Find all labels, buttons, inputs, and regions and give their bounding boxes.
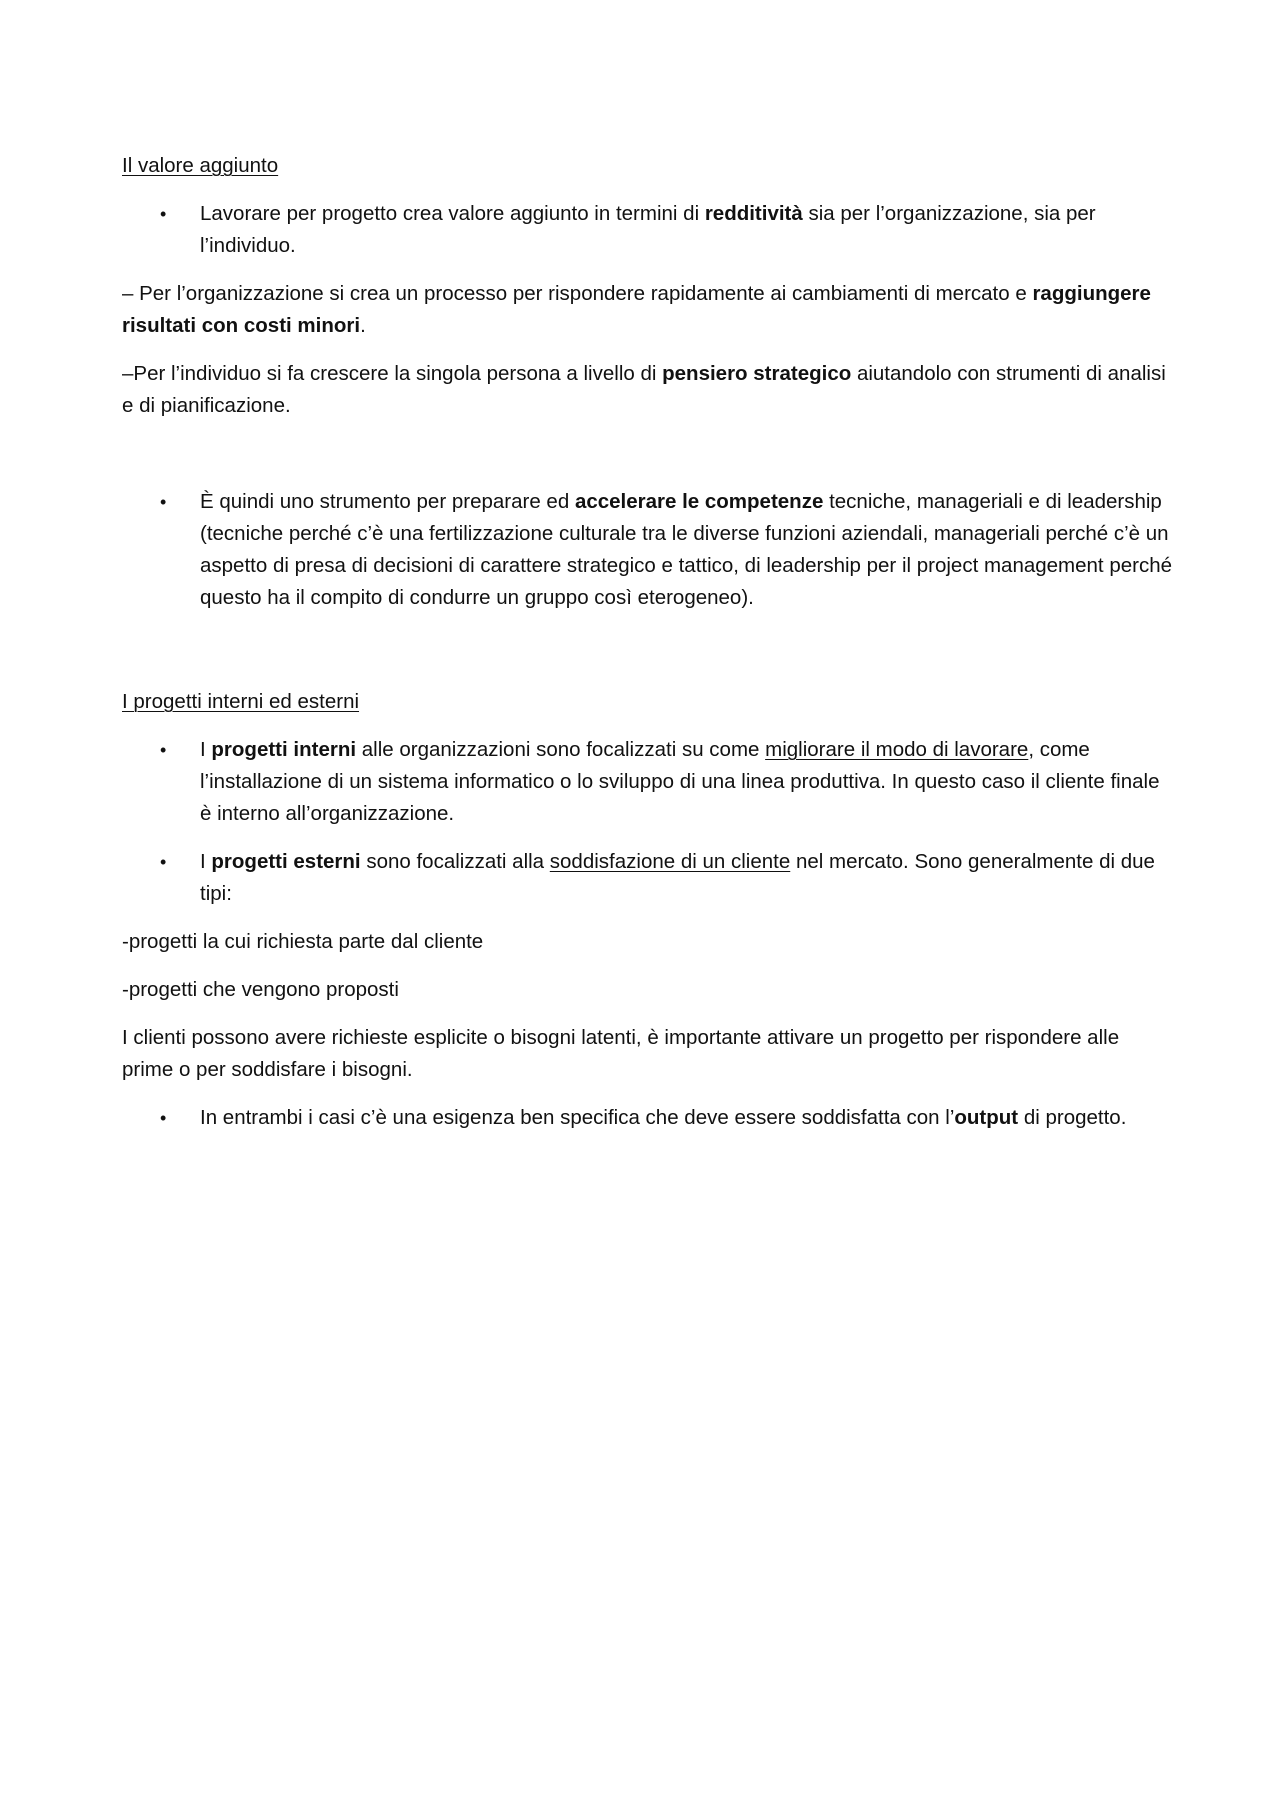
text-run: Lavorare per progetto crea valore aggiunto in termini di <box>200 202 705 225</box>
bold-text: output <box>954 1106 1019 1129</box>
text-run: tecniche, manageriali e di leadership (tecniche perché c’è una fertilizzazione culturale tra le diverse funzioni aziendali, manageriali perché c’è un aspetto di presa di decisioni di carattere strategico e tattico, di leadership per il project management perché questo ha il compito di condurre un gruppo così eterogeneo). <box>200 490 1173 609</box>
text-run: . <box>360 314 366 337</box>
spacer <box>122 438 1172 486</box>
bold-text: accelerare le competenze <box>574 490 824 513</box>
bullet-item-competenze <box>122 486 1172 614</box>
paragraph-individuo <box>122 358 1172 422</box>
text-run: nel mercato. Sono generalmente di due tipi: <box>200 850 1155 905</box>
text-run: È quindi uno strumento per preparare ed <box>200 490 575 513</box>
bullet-icon: • <box>160 1108 167 1128</box>
paragraph-clienti-richieste: I clienti possono avere richieste esplicite o bisogni latenti, è importante attivare un progetto per rispondere alle prime o per soddisfare i bisogni. <box>122 1026 1120 1081</box>
bold-text: progetti interni <box>211 738 357 761</box>
bullet-icon: • <box>160 204 167 224</box>
bullet-item-progetti-interni <box>122 734 1172 830</box>
bold-text: pensiero strategico <box>662 362 852 385</box>
section-heading-progetti-interni-esterni <box>122 686 1172 718</box>
bullet-item-redditivita <box>122 198 1172 262</box>
heading-text: Il valore aggiunto <box>122 154 279 177</box>
text-run: I <box>200 850 212 873</box>
document-page <box>122 150 1172 1150</box>
bullet-item-progetti-esterni <box>122 846 1172 910</box>
text-run: sono focalizzati alla <box>360 850 550 873</box>
text-run: di progetto. <box>1018 1106 1127 1129</box>
spacer <box>122 630 1172 686</box>
paragraph-richiesta-cliente: -progetti la cui richiesta parte dal cliente <box>122 930 484 953</box>
bullet-icon: • <box>160 852 167 872</box>
bullet-icon: • <box>160 492 167 512</box>
text-run: , come l’installazione di un sistema informatico o lo sviluppo di una linea produttiva. In questo caso il cliente finale è interno all’organizzazione. <box>200 738 1160 825</box>
section-heading-valore-aggiunto <box>122 150 1172 182</box>
heading-text: I progetti interni ed esterni <box>122 690 360 713</box>
bold-text: redditività <box>704 202 803 225</box>
text-run: alle organizzazioni sono focalizzati su come <box>356 738 766 761</box>
text-run: – Per l’organizzazione si crea un processo per rispondere rapidamente ai cambiamenti di mercato e <box>122 282 1033 305</box>
bullet-icon: • <box>160 740 167 760</box>
text-run: aiutandolo con strumenti di analisi e di pianificazione. <box>122 362 1166 417</box>
text-run: –Per l’individuo si fa crescere la singola persona a livello di <box>122 362 663 385</box>
text-run: In entrambi i casi c’è una esigenza ben specifica che deve essere soddisfatta con l’ <box>200 1106 955 1129</box>
text-run: sia per l’organizzazione, sia per l’individuo. <box>200 202 1096 257</box>
bullet-item-output <box>122 1102 1172 1134</box>
underlined-text: soddisfazione di un cliente <box>549 850 791 873</box>
text-run: I <box>200 738 212 761</box>
underlined-text: migliorare il modo di lavorare <box>765 738 1029 761</box>
paragraph-progetti-proposti: -progetti che vengono proposti <box>122 978 399 1001</box>
paragraph-organizzazione <box>122 278 1172 342</box>
bold-text: progetti esterni <box>211 850 361 873</box>
bold-text: raggiungere risultati con costi minori <box>122 282 1151 337</box>
